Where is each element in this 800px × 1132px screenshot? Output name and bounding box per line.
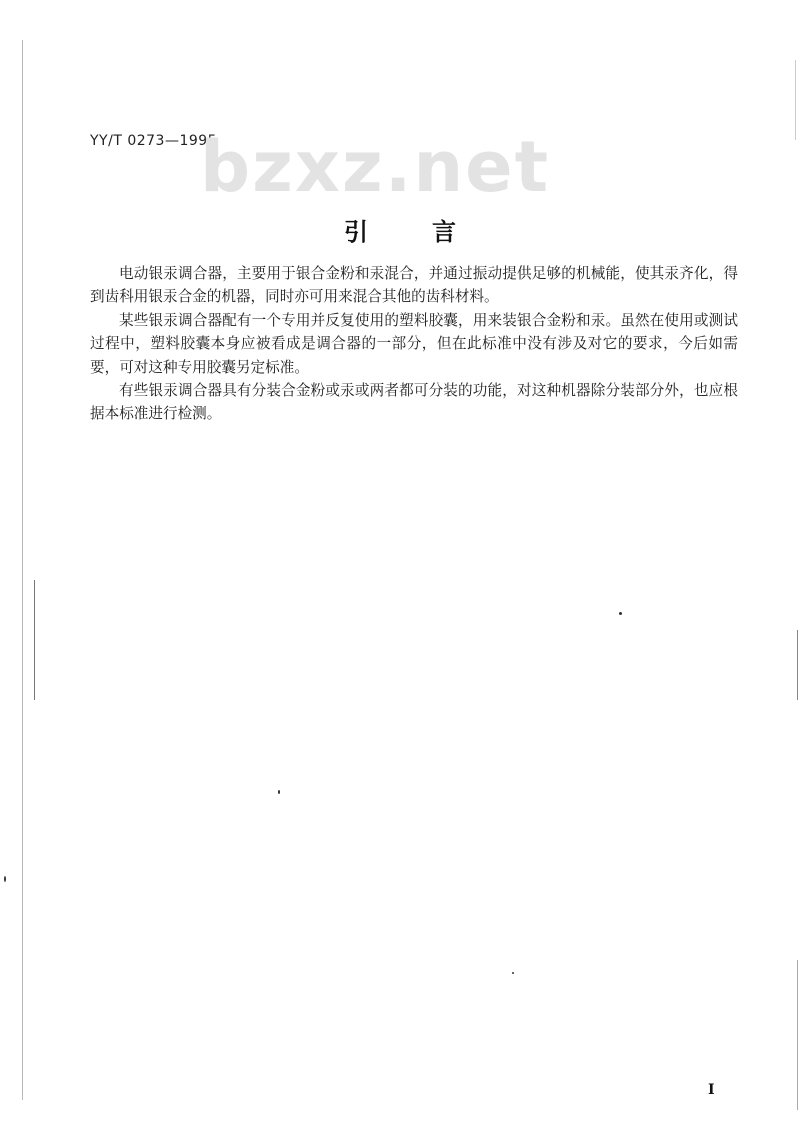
scan-speck — [278, 790, 280, 794]
title-char-2: 言 — [432, 218, 456, 246]
watermark: bzxz.net — [200, 126, 551, 208]
scan-edge-line — [797, 630, 798, 700]
title-char-1: 引 — [344, 218, 368, 246]
standard-number: YY/T 0273—1995 — [90, 133, 218, 149]
scan-speck — [4, 876, 6, 882]
page-number: I — [708, 1082, 715, 1098]
paragraph: 某些银汞调合器配有一个专用并反复使用的塑料胶囊，用来装银合金粉和汞。虽然在使用或测试过程中，塑料胶囊本身应被看成是调合器的一部分，但在此标准中没有涉及对它的要求，今后如需要，可对这种专用胶囊另定标准。 — [90, 311, 738, 376]
scan-speck — [512, 972, 514, 974]
scan-edge-line — [34, 580, 35, 700]
paragraph: 电动银汞调合器，主要用于银合金粉和汞混合，并通过振动提供足够的机械能，使其汞齐化，得到齿科用银汞合金的机器，同时亦可用来混合其他的齿科材料。 — [90, 265, 738, 306]
scan-edge-line — [797, 960, 798, 1110]
introduction-body — [90, 262, 738, 426]
scan-speck — [619, 612, 622, 615]
page-title — [0, 212, 800, 247]
paragraph: 有些银汞调合器具有分装合金粉或汞或两者都可分装的功能，对这种机器除分装部分外，也应根据本标准进行检测。 — [90, 382, 738, 423]
scan-edge-line — [795, 60, 796, 140]
scan-edge-line — [22, 40, 23, 1100]
